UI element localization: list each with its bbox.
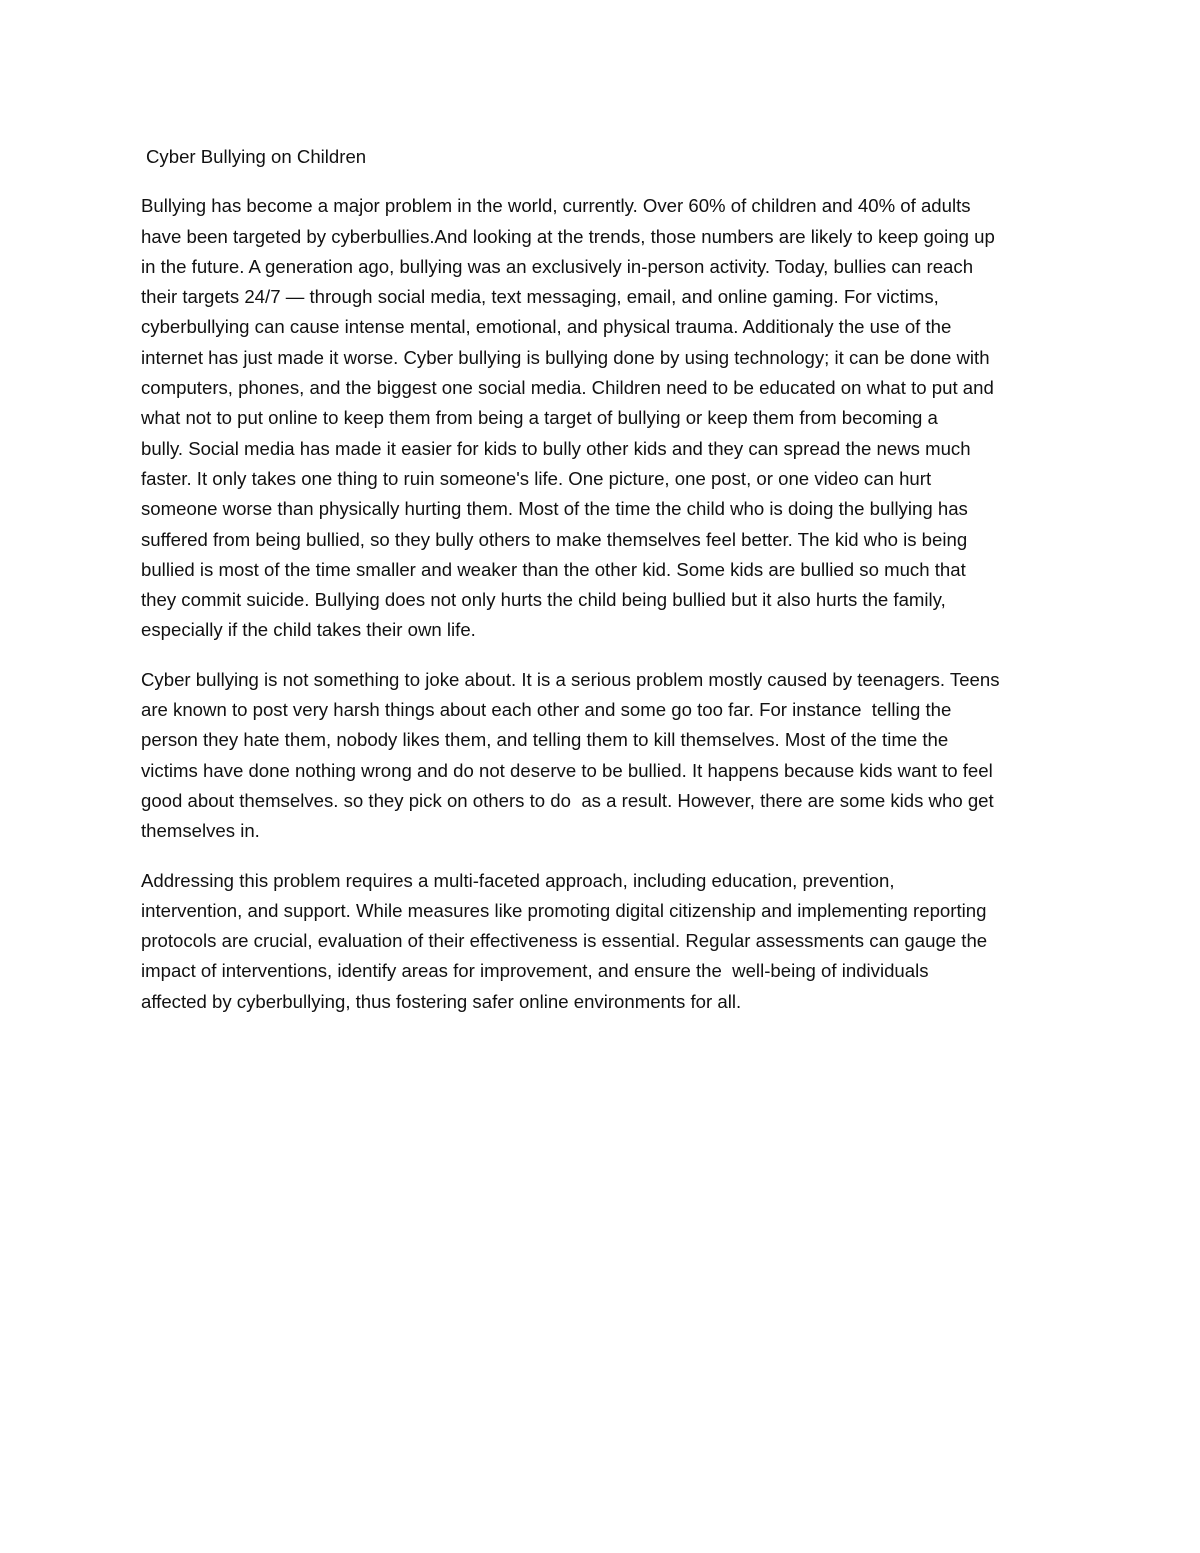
text-line: someone worse than physically hurting them. Most of the time the child who is doing the bullying has xyxy=(141,498,968,520)
text-line: faster. It only takes one thing to ruin someone's life. One picture, one post, or one video can hurt xyxy=(141,467,932,489)
text-line: affected by cyberbullying, thus fostering safer online environments for all. xyxy=(141,990,742,1012)
text-line: bully. Social media has made it easier for kids to bully other kids and they can spread the news much xyxy=(141,437,971,459)
text-line: Cyber bullying is not something to joke about. It is a serious problem mostly caused by teenagers. Teens xyxy=(141,668,1000,690)
document-body xyxy=(141,142,1061,1036)
text-line: cyberbullying can cause intense mental, emotional, and physical trauma. Additionaly the use of the xyxy=(141,316,952,338)
text-line: have been targeted by cyberbullies.And looking at the trends, those numbers are likely to keep going up xyxy=(141,225,995,247)
text-line: intervention, and support. While measures like promoting digital citizenship and implementing reporting xyxy=(141,899,987,921)
text-line: protocols are crucial, evaluation of their effectiveness is essential. Regular assessments can gauge the xyxy=(141,930,988,952)
paragraph-1 xyxy=(141,191,1061,645)
text-line: computers, phones, and the biggest one social media. Children need to be educated on what to put and xyxy=(141,377,994,399)
text-line: internet has just made it worse. Cyber bullying is bullying done by using technology; it can be done with xyxy=(141,346,990,368)
text-line: person they hate them, nobody likes them, and telling them to kill themselves. Most of the time the xyxy=(141,729,949,751)
text-line: good about themselves. so they pick on others to do as a result. However, there are some kids who get xyxy=(141,789,994,811)
text-line: bullied is most of the time smaller and weaker than the other kid. Some kids are bullied so much that xyxy=(141,558,966,580)
text-line: victims have done nothing wrong and do not deserve to be bullied. It happens because kids want to feel xyxy=(141,759,993,781)
text-line: Bullying has become a major problem in the world, currently. Over 60% of children and 40% of adults xyxy=(141,195,971,217)
text-line: suffered from being bullied, so they bully others to make themselves feel better. The kid who is being xyxy=(141,528,968,550)
text-line: in the future. A generation ago, bullying was an exclusively in-person activity. Today, bullies can reach xyxy=(141,255,974,277)
text-line: are known to post very harsh things about each other and some go too far. For instance telling the xyxy=(141,699,952,721)
text-line: especially if the child takes their own life. xyxy=(141,619,476,641)
text-line: impact of interventions, identify areas for improvement, and ensure the well-being of individuals xyxy=(141,960,929,982)
text-line: what not to put online to keep them from being a target of bullying or keep them from becoming a xyxy=(141,407,938,429)
paragraph-3 xyxy=(141,866,1061,1017)
document-title: Cyber Bullying on Children xyxy=(146,146,367,167)
paragraph-2 xyxy=(141,665,1061,847)
text-line: their targets 24/7 — through social media, text messaging, email, and online gaming. For victims, xyxy=(141,286,939,308)
text-line: Addressing this problem requires a multi-faceted approach, including education, prevention, xyxy=(141,869,895,891)
text-line: themselves in. xyxy=(141,820,260,842)
text-line: they commit suicide. Bullying does not only hurts the child being bullied but it also hurts the family, xyxy=(141,589,946,611)
